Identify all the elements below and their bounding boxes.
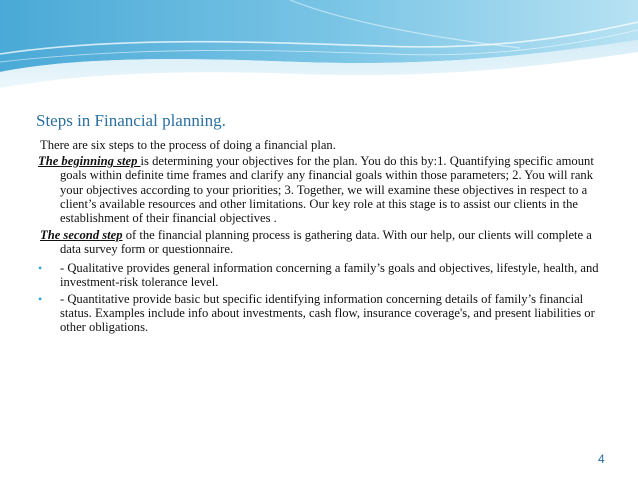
step2-paragraph xyxy=(36,228,606,256)
step1-paragraph xyxy=(36,154,606,225)
bullet-icon: • xyxy=(38,260,43,275)
step1-lead: The beginning step xyxy=(38,154,141,169)
header-wave-decoration xyxy=(0,0,638,92)
step1-text: is determining your objectives for the plan. You do this by:1. Quantifying specific amount goals within definite time frames and clarify any financial goals within those parameters; 2. You will rank your objectives according to your priorities; 3. Together, we will examine these objectives in respect to a client’s available resources and other limitations. Our key role at this stage is to assist our clients in the establishment of their financial objectives . xyxy=(60,154,594,226)
bullet-text: - Quantitative provide basic but specific identifying information concerning details of family’s financial status. Examples include info about investments, cash flow, insurance coverage's, and present liabilities or other obligations. xyxy=(60,292,595,335)
bullet-icon: • xyxy=(38,292,43,307)
intro-paragraph: There are six steps to the process of doing a financial plan. xyxy=(40,138,336,152)
bullet-item-quantitative xyxy=(36,292,606,335)
slide-title: Steps in Financial planning. xyxy=(36,111,226,130)
page-number: 4 xyxy=(598,452,605,466)
bullet-text: - Qualitative provides general information concerning a family’s goals and objectives, lifestyle, health, and investment-risk tolerance level. xyxy=(60,260,599,289)
slide-body xyxy=(36,138,606,338)
step2-text: of the financial planning process is gathering data. With our help, our clients will complete a data survey form or questionnaire. xyxy=(60,228,592,257)
step2-lead: The second step xyxy=(40,228,123,243)
bullet-item-qualitative xyxy=(36,261,606,289)
